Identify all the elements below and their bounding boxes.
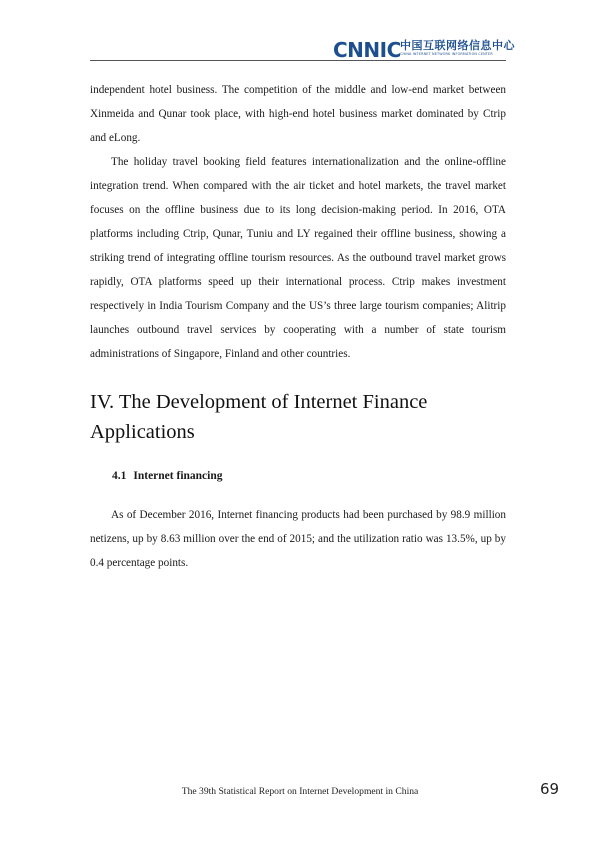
subsection-number: 4.1 <box>112 470 127 482</box>
page-number: 69 <box>540 780 560 798</box>
cnnic-logo-english-name: CHINA INTERNET NETWORK INFORMATION CENTER <box>400 52 493 56</box>
page-content <box>90 66 506 575</box>
header-divider <box>90 60 506 61</box>
body-paragraph-1: independent hotel business. The competition of the middle and low-end market between Xinmeida and Qunar took place, with high-end hotel business market dominated by Ctrip and eLong. <box>90 84 506 144</box>
page-header <box>0 0 600 62</box>
section-title: IV. The Development of Internet Finance Applications <box>90 391 428 443</box>
body-paragraph-2: The holiday travel booking field features internationalization and the online-offline integration trend. When compared with the air ticket and hotel markets, the travel market focuses on the offline business due to its long decision-making period. In 2016, OTA platforms including Ctrip, Qunar, Tuniu and LY regained their offline business, showing a striking trend of integrating offline tourism resources. As the outbound travel market grows rapidly, OTA platforms speed up their international process. Ctrip makes investment respectively in India Tourism Company and the US’s three large tourism companies; Alitrip launches outbound travel services by cooperating with a number of state tourism administrations of Singapore, Finland and other countries. <box>90 156 506 360</box>
subsection-heading <box>112 464 506 488</box>
footer-report-title: The 39th Statistical Report on Internet Development in China <box>181 786 419 797</box>
subsection-title: Internet financing <box>133 470 223 482</box>
body-paragraph-3: As of December 2016, Internet financing products had been purchased by 98.9 million netizens, up by 8.63 million over the end of 2015; and the utilization ratio was 13.5%, up by 0.4 percentage points. <box>90 509 506 569</box>
cnnic-logo-chinese-name: 中国互联网络信息中心 <box>400 39 515 52</box>
cnnic-logo: CNNIC <box>333 38 401 62</box>
